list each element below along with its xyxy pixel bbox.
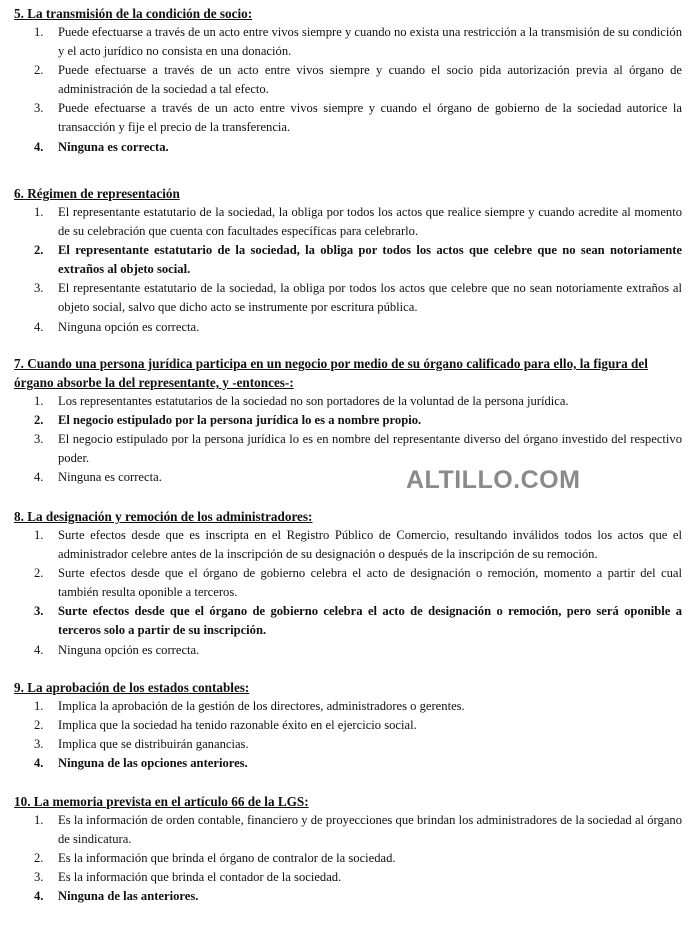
option-list [14, 697, 682, 773]
option-number: 2. [34, 718, 44, 733]
question-title: 8. La designación y remoción de los administradores: [14, 509, 313, 524]
option-text: El negocio estipulado por la persona jurídica lo es a nombre propio. [58, 413, 422, 428]
option-number: 4. [34, 319, 44, 334]
option-item-correct [14, 411, 682, 430]
question-5 [14, 4, 682, 157]
watermark: ALTILLO.COM [406, 466, 581, 494]
option-item [14, 99, 682, 137]
option-number: 1. [34, 813, 44, 827]
option-number: 3. [34, 870, 44, 885]
option-text: Ninguna opción es correcta. [58, 642, 200, 657]
option-number: 2. [34, 851, 44, 866]
option-number: 2. [34, 413, 44, 428]
question-7 [14, 354, 682, 487]
question-10 [14, 792, 682, 906]
question-title: 10. La memoria prevista en el artículo 66 de la LGS: [14, 794, 309, 809]
option-text: Implica que la sociedad ha tenido razonable éxito en el ejercicio social. [58, 718, 417, 733]
option-number: 2. [34, 566, 44, 581]
option-item [14, 203, 682, 241]
option-text: Ninguna opción es correcta. [58, 319, 200, 334]
option-text: Puede efectuarse a través de un acto entre vivos siempre y cuando el socio pida autorización previa al órgano de administración de la sociedad a tal efecto. [58, 63, 682, 97]
option-list [14, 203, 682, 337]
option-item [14, 526, 682, 564]
question-6 [14, 184, 682, 337]
option-number: 1. [34, 205, 44, 219]
option-item [14, 430, 682, 468]
option-item [14, 468, 682, 487]
option-item [14, 61, 682, 99]
option-number: 3. [34, 432, 44, 447]
option-item [14, 735, 682, 754]
option-number: 1. [34, 25, 44, 39]
option-item [14, 392, 682, 411]
question-9 [14, 678, 682, 773]
option-text: Surte efectos desde que el órgano de gobierno celebra el acto de designación o remoción, pero será oponible a terceros solo a partir de su inscripción. [58, 604, 682, 638]
option-item [14, 641, 682, 660]
option-number: 4. [34, 642, 44, 657]
option-list [14, 811, 682, 906]
option-number: 2. [34, 63, 44, 78]
option-text: Ninguna de las opciones anteriores. [58, 756, 248, 771]
option-number: 4. [34, 470, 44, 485]
option-number: 1. [34, 528, 44, 542]
option-number: 1. [34, 699, 44, 713]
option-number: 2. [34, 243, 44, 258]
option-item-correct [14, 887, 682, 906]
option-text: Es la información que brinda el órgano de contralor de la sociedad. [58, 851, 396, 866]
option-text: Ninguna es correcta. [58, 139, 169, 154]
question-title: 6. Régimen de representación [14, 186, 180, 201]
option-text: El negocio estipulado por la persona jurídica lo es en nombre del representante diverso del órgano investido del respectivo poder. [58, 432, 682, 466]
option-text: Ninguna es correcta. [58, 470, 162, 485]
option-list [14, 23, 682, 157]
option-number: 3. [34, 101, 44, 116]
option-text: El representante estatutario de la sociedad, la obliga por todos los actos que realice siempre y cuando acredite al momento de su celebración que cuenta con facultades específicas para celebrarlo. [58, 205, 682, 239]
option-number: 4. [34, 139, 44, 154]
option-item-correct [14, 754, 682, 773]
option-list [14, 526, 682, 660]
option-item-correct [14, 602, 682, 640]
question-title: 5. La transmisión de la condición de socio: [14, 6, 253, 21]
option-number: 1. [34, 394, 44, 408]
option-number: 3. [34, 604, 44, 619]
option-text: El representante estatutario de la sociedad, la obliga por todos los actos que celebre que no sean notoriamente extraños al objeto social, salvo que dicho acto se instrumente por escritura pública. [58, 281, 682, 315]
option-item [14, 811, 682, 849]
option-text: Puede efectuarse a través de un acto entre vivos siempre y cuando el órgano de gobierno de la sociedad autorice la transacción y fije el precio de la transferencia. [58, 101, 682, 135]
option-item [14, 697, 682, 716]
option-item [14, 868, 682, 887]
question-8 [14, 507, 682, 660]
option-text: Implica la aprobación de la gestión de los directores, administradores o gerentes. [58, 699, 465, 713]
option-number: 3. [34, 737, 44, 752]
option-item [14, 318, 682, 337]
option-text: Implica que se distribuirán ganancias. [58, 737, 249, 752]
option-text: Surte efectos desde que el órgano de gobierno celebra el acto de designación o remoción, momento a partir del cual también resulta oponible a terceros. [58, 566, 682, 600]
option-item [14, 716, 682, 735]
option-text: Es la información de orden contable, financiero y de proyecciones que brindan los administradores de la sociedad al órgano de sindicatura. [58, 813, 682, 847]
option-item [14, 279, 682, 317]
option-text: Ninguna de las anteriores. [58, 889, 199, 904]
option-number: 4. [34, 756, 44, 771]
option-text: Puede efectuarse a través de un acto entre vivos siempre y cuando no exista una restricción a la transmisión de su condición y el acto jurídico no consista en una donación. [58, 25, 682, 59]
option-item [14, 564, 682, 602]
option-number: 3. [34, 281, 44, 296]
question-title: 7. Cuando una persona jurídica participa en un negocio por medio de su órgano calificado para ello, la figura del órgano absorbe la del representante, y -entonces-: [14, 356, 648, 390]
option-text: Surte efectos desde que es inscripta en el Registro Público de Comercio, resultando inválidos todos los actos que el administrador celebre antes de la inscripción de su designación o después de la inscripción de su remoción. [58, 528, 682, 562]
option-item-correct [14, 138, 682, 157]
option-list [14, 392, 682, 487]
option-text: Es la información que brinda el contador de la sociedad. [58, 870, 342, 885]
option-text: Los representantes estatutarios de la sociedad no son portadores de la voluntad de la persona jurídica. [58, 394, 569, 408]
option-item [14, 849, 682, 868]
option-text: El representante estatutario de la sociedad, la obliga por todos los actos que celebre que no sean notoriamente extraños al objeto social. [58, 243, 682, 277]
option-number: 4. [34, 889, 44, 904]
option-item-correct [14, 241, 682, 279]
option-item [14, 23, 682, 61]
question-title: 9. La aprobación de los estados contables: [14, 680, 250, 695]
